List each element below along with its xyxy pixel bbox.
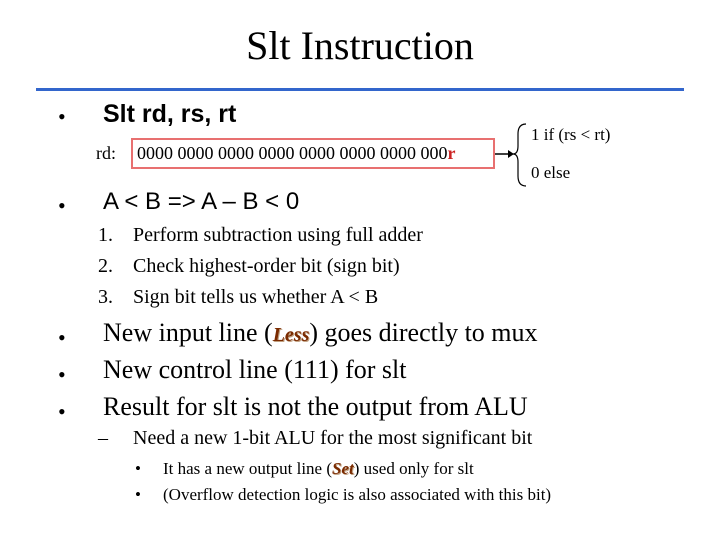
slt-syntax: Slt rd, rs, rt	[103, 100, 237, 128]
step-text: Sign bit tells us whether A < B	[133, 286, 379, 308]
set-signal-name: Set	[332, 459, 354, 478]
new-alu-note: Need a new 1-bit ALU for the most significant bit	[133, 427, 533, 449]
condition-brace	[513, 124, 526, 186]
set-line-post: ) used only for slt	[353, 459, 474, 478]
bullet-marker: •	[58, 325, 66, 350]
bullet-marker: •	[58, 104, 66, 129]
control-line: New control line (111) for slt	[103, 355, 407, 384]
condition-true: 1 if (rs < rt)	[531, 125, 611, 144]
comparison-statement: A < B => A – B < 0	[103, 188, 300, 215]
set-line-pre: It has a new output line (	[163, 459, 333, 478]
condition-else: 0 else	[531, 163, 571, 182]
set-output-note	[163, 459, 474, 479]
rd-label: rd:	[96, 143, 116, 163]
rd-value-bits: 0000 0000 0000 0000 0000 0000 0000 000	[137, 143, 448, 163]
step-text: Check highest-order bit (sign bit)	[133, 255, 400, 277]
bullet-marker: •	[58, 362, 66, 387]
result-note: Result for slt is not the output from ALU	[103, 392, 528, 421]
dash-marker: –	[98, 427, 108, 449]
slide-title: Slt Instruction	[246, 23, 474, 68]
step-number: 1.	[98, 224, 113, 246]
less-line-post: ) goes directly to mux	[309, 318, 538, 347]
sub-bullet-marker: •	[135, 459, 141, 478]
rd-value-last-bit: r	[447, 143, 456, 163]
less-line-pre: New input line (	[103, 318, 273, 347]
step-text: Perform subtraction using full adder	[133, 224, 423, 246]
step-number: 2.	[98, 255, 113, 277]
sub-bullet-marker: •	[135, 485, 141, 504]
step-number: 3.	[98, 286, 113, 308]
less-signal-name: Less	[272, 324, 310, 346]
bullet-marker: •	[58, 399, 66, 424]
overflow-note: (Overflow detection logic is also associated with this bit)	[163, 485, 552, 504]
less-input-line	[103, 318, 538, 350]
bullet-marker: •	[58, 193, 66, 218]
